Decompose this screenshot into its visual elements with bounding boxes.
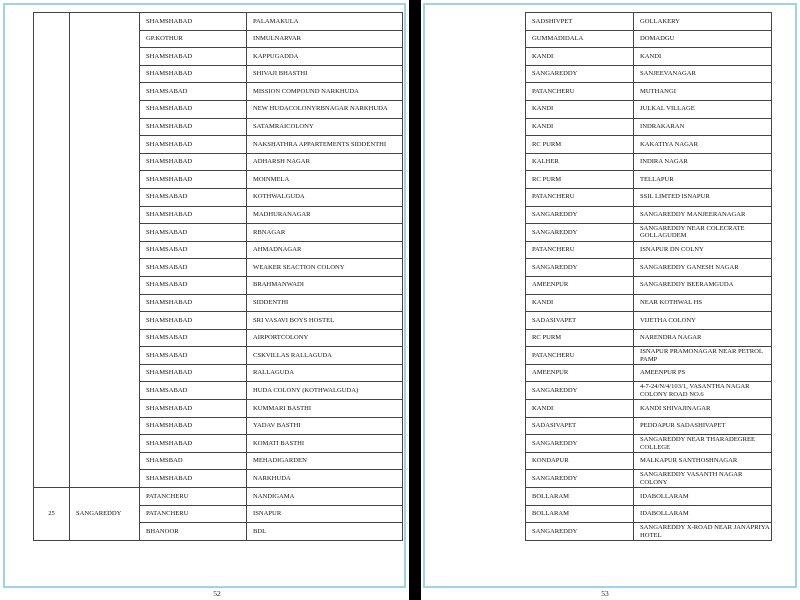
area-cell: INMULNARVAR [247, 30, 403, 48]
area-cell: SHIVAJI BHASTHI [247, 65, 403, 83]
mandal-cell: SANGAREDDY [526, 470, 634, 488]
area-cell: NANDIGAMA [247, 488, 403, 506]
mandal-cell: SHAMSHABAD [140, 364, 247, 382]
table-row [34, 13, 403, 31]
area-cell: NEAR KOTHWAL HS [634, 294, 772, 312]
page-number: 53 [601, 589, 609, 598]
area-cell: KUMMARI BASTHI [247, 400, 403, 418]
table-row [526, 364, 772, 382]
area-cell: MISSION COMPOUND NARKHUDA [247, 83, 403, 101]
area-cell: RALLAGUDA [247, 364, 403, 382]
mandal-cell: SANGAREDDY [526, 382, 634, 400]
mandal-cell: SHAMSABAD [140, 276, 247, 294]
table-row [526, 188, 772, 206]
locations-table-right [525, 12, 772, 541]
mandal-cell: SANGAREDDY [526, 65, 634, 83]
area-cell: KAKATIYA NAGAR [634, 136, 772, 154]
area-cell: SATAMRAICOLONY [247, 118, 403, 136]
mandal-cell: SANGAREDDY [526, 523, 634, 541]
mandal-cell: SANGAREDDY [526, 259, 634, 277]
mandal-cell: SANGAREDDY [526, 206, 634, 224]
area-cell: SANGAREDDY NEAR COLECRATE GOLLAGUDEM [634, 224, 772, 242]
table-row [526, 347, 772, 365]
area-cell: NARENDRA NAGAR [634, 329, 772, 347]
area-cell: MADHURANAGAR [247, 206, 403, 224]
area-cell: SANGAREDDY BEERAMGUDA [634, 276, 772, 294]
mandal-cell: SHAMSABAD [140, 329, 247, 347]
mandal-cell: SHAMSHABAD [140, 13, 247, 31]
mandal-cell: SHAMSHABAD [140, 100, 247, 118]
area-cell: HUDA COLONY (KOTHWALGUDA) [247, 382, 403, 400]
area-cell: GOLLAKERY [634, 13, 772, 31]
mandal-cell: SHAMSHABAD [140, 417, 247, 435]
mandal-cell: SHAMSABAD [140, 241, 247, 259]
page-number: 52 [213, 589, 221, 598]
table-row [526, 329, 772, 347]
mandal-cell: SHAMSABAD [140, 259, 247, 277]
mandal-cell: PATANCHERU [526, 188, 634, 206]
table-row [526, 48, 772, 66]
area-cell: INDIRA NAGAR [634, 153, 772, 171]
area-cell: KAPPUGADDA [247, 48, 403, 66]
mandal-cell: BOLLARAM [526, 488, 634, 506]
table-row [526, 294, 772, 312]
area-cell: PEDDAPUR SADASHIVAPET [634, 417, 772, 435]
table-row [526, 505, 772, 523]
mandal-cell: SHAMSBAD [140, 452, 247, 470]
table-row [526, 241, 772, 259]
mandal-cell: SHAMSHABAD [140, 153, 247, 171]
table-row [526, 65, 772, 83]
mandal-cell: SHAMSABAD [140, 382, 247, 400]
area-cell: SANGAREDDY MANJEERANAGAR [634, 206, 772, 224]
mandal-cell: SHAMSHABAD [140, 118, 247, 136]
area-cell: ISNAPUR PRAMONAGAR NEAR PETROL PAMP [634, 347, 772, 365]
locations-table-left [33, 12, 403, 541]
table-row [526, 13, 772, 31]
mandal-cell: SHAMSABAD [140, 224, 247, 242]
table-row [526, 417, 772, 435]
mandal-cell: KANDI [526, 48, 634, 66]
area-cell: SIDDENTHI [247, 294, 403, 312]
area-cell: INDRAKARAN [634, 118, 772, 136]
mandal-cell: SANGAREDDY [526, 224, 634, 242]
mandal-cell: GUMMADIDALA [526, 30, 634, 48]
mandal-cell: PATANCHERU [526, 241, 634, 259]
mandal-cell: SADSHIVPET [526, 13, 634, 31]
area-cell: KOMATI BASTHI [247, 435, 403, 453]
mandal-cell: SHAMSHABAD [140, 65, 247, 83]
table-row [526, 83, 772, 101]
area-cell: AIRPORTCOLONY [247, 329, 403, 347]
table-row [526, 30, 772, 48]
table-row [526, 488, 772, 506]
area-cell: MOINMELA [247, 171, 403, 189]
area-cell: SRI VASAVI BOYS HOSTEL [247, 312, 403, 330]
area-cell: ADHARSH NAGAR [247, 153, 403, 171]
mandal-cell: RC PURM [526, 329, 634, 347]
mandal-cell: SHAMSHABAD [140, 48, 247, 66]
mandal-cell: SADASIVAPET [526, 312, 634, 330]
table-row [526, 259, 772, 277]
table-row [526, 470, 772, 488]
table-row [526, 118, 772, 136]
mandal-cell: BOLLARAM [526, 505, 634, 523]
table-row [526, 153, 772, 171]
area-cell: WEAKER SEACTION COLONY [247, 259, 403, 277]
area-cell: KOTHWALGUDA [247, 188, 403, 206]
area-cell: TELLAPUR [634, 171, 772, 189]
table-row [526, 452, 772, 470]
mandal-cell: GP.KOTHUR [140, 30, 247, 48]
table-row [526, 312, 772, 330]
area-cell: NEW HUDACOLONYRBNAGAR NARKHUDA [247, 100, 403, 118]
mandal-cell: SHAMSABAD [140, 83, 247, 101]
area-cell: MALKAPUR SANTHOSHNAGAR [634, 452, 772, 470]
mandal-cell: KANDI [526, 100, 634, 118]
area-cell: YADAV BASTHI [247, 417, 403, 435]
table-row [526, 382, 772, 400]
area-cell: JULKAL VILLAGE [634, 100, 772, 118]
area-cell: DOMADGU [634, 30, 772, 48]
mandal-cell: AMEENPUR [526, 276, 634, 294]
mandal-cell: AMEENPUR [526, 364, 634, 382]
mandal-cell: RC PURM [526, 136, 634, 154]
table-row [526, 435, 772, 453]
mandal-cell: SHAMSHABAD [140, 435, 247, 453]
mandal-cell: KALHER [526, 153, 634, 171]
area-cell: CSKVILLAS RALLAGUDA [247, 347, 403, 365]
mandal-cell: KANDI [526, 118, 634, 136]
area-cell: ISNAPUR [247, 505, 403, 523]
area-cell: IDABOLLARAM [634, 488, 772, 506]
mandal-cell: SHAMSHABAD [140, 136, 247, 154]
table-row [526, 224, 772, 242]
page-divider [409, 0, 421, 600]
mandal-cell: SHAMSHABAD [140, 294, 247, 312]
area-cell: BRAHMANWADI [247, 276, 403, 294]
district-cell [70, 13, 140, 488]
table-row [526, 100, 772, 118]
area-cell: PALAMAKULA [247, 13, 403, 31]
mandal-cell: SHAMSHABAD [140, 400, 247, 418]
table-row [526, 136, 772, 154]
mandal-cell: KANDI [526, 294, 634, 312]
table-row [526, 171, 772, 189]
sno-cell [34, 13, 70, 488]
mandal-cell: PATANCHERU [526, 83, 634, 101]
table-row [526, 206, 772, 224]
area-cell: SANGAREDDY GANESH NAGAR [634, 259, 772, 277]
area-cell: MEHADIGARDEN [247, 452, 403, 470]
mandal-cell: PATANCHERU [140, 488, 247, 506]
mandal-cell: SHAMSABAD [140, 188, 247, 206]
mandal-cell: SADASIVAPET [526, 417, 634, 435]
mandal-cell: PATANCHERU [140, 505, 247, 523]
area-cell: BDL [247, 523, 403, 541]
area-cell: AMEENPUR PS [634, 364, 772, 382]
mandal-cell: PATANCHERU [526, 347, 634, 365]
sno-cell: 25 [34, 488, 70, 541]
area-cell: NAKSHATHRA APPARTEMENTS SIDDENTHI [247, 136, 403, 154]
area-cell: RBNAGAR [247, 224, 403, 242]
area-cell: IDABOLLARAM [634, 505, 772, 523]
mandal-cell: BHANOOR [140, 523, 247, 541]
mandal-cell: SANGAREDDY [526, 435, 634, 453]
table-row [526, 400, 772, 418]
area-cell: VIJETHA COLONY [634, 312, 772, 330]
table-row [526, 523, 772, 541]
area-cell: SSIL LIMTED ISNAPUR [634, 188, 772, 206]
table-row [34, 488, 403, 506]
area-cell: KANDI [634, 48, 772, 66]
area-cell: AHMADNAGAR [247, 241, 403, 259]
mandal-cell: SHAMSHABAD [140, 470, 247, 488]
mandal-cell: SHAMSHABAD [140, 171, 247, 189]
area-cell: NARKHUDA [247, 470, 403, 488]
area-cell: KANDI SHIVAJINAGAR [634, 400, 772, 418]
mandal-cell: KONDAPUR [526, 452, 634, 470]
area-cell: SANGAREDDY X-ROAD NEAR JANAPRIYA HOTEL [634, 523, 772, 541]
document-page-right [421, 0, 800, 600]
area-cell: ISNAPUR DN COLNY [634, 241, 772, 259]
mandal-cell: SHAMSHABAD [140, 206, 247, 224]
area-cell: SANGAREDDY VASANTH NAGAR COLONY [634, 470, 772, 488]
district-cell: SANGAREDDY [70, 488, 140, 541]
mandal-cell: SHAMSHABAD [140, 312, 247, 330]
mandal-cell: RC PURM [526, 171, 634, 189]
area-cell: SANJEEVANAGAR [634, 65, 772, 83]
table-row [526, 276, 772, 294]
mandal-cell: SHAMSABAD [140, 347, 247, 365]
area-cell: MUTHANGI [634, 83, 772, 101]
area-cell: SANGAREDDY NEAR THARADEGREE COLLEGE [634, 435, 772, 453]
mandal-cell: KANDI [526, 400, 634, 418]
area-cell: 4-7-24/N/4/103/1, VASANTHA NAGAR COLONY ROAD NO.6 [634, 382, 772, 400]
